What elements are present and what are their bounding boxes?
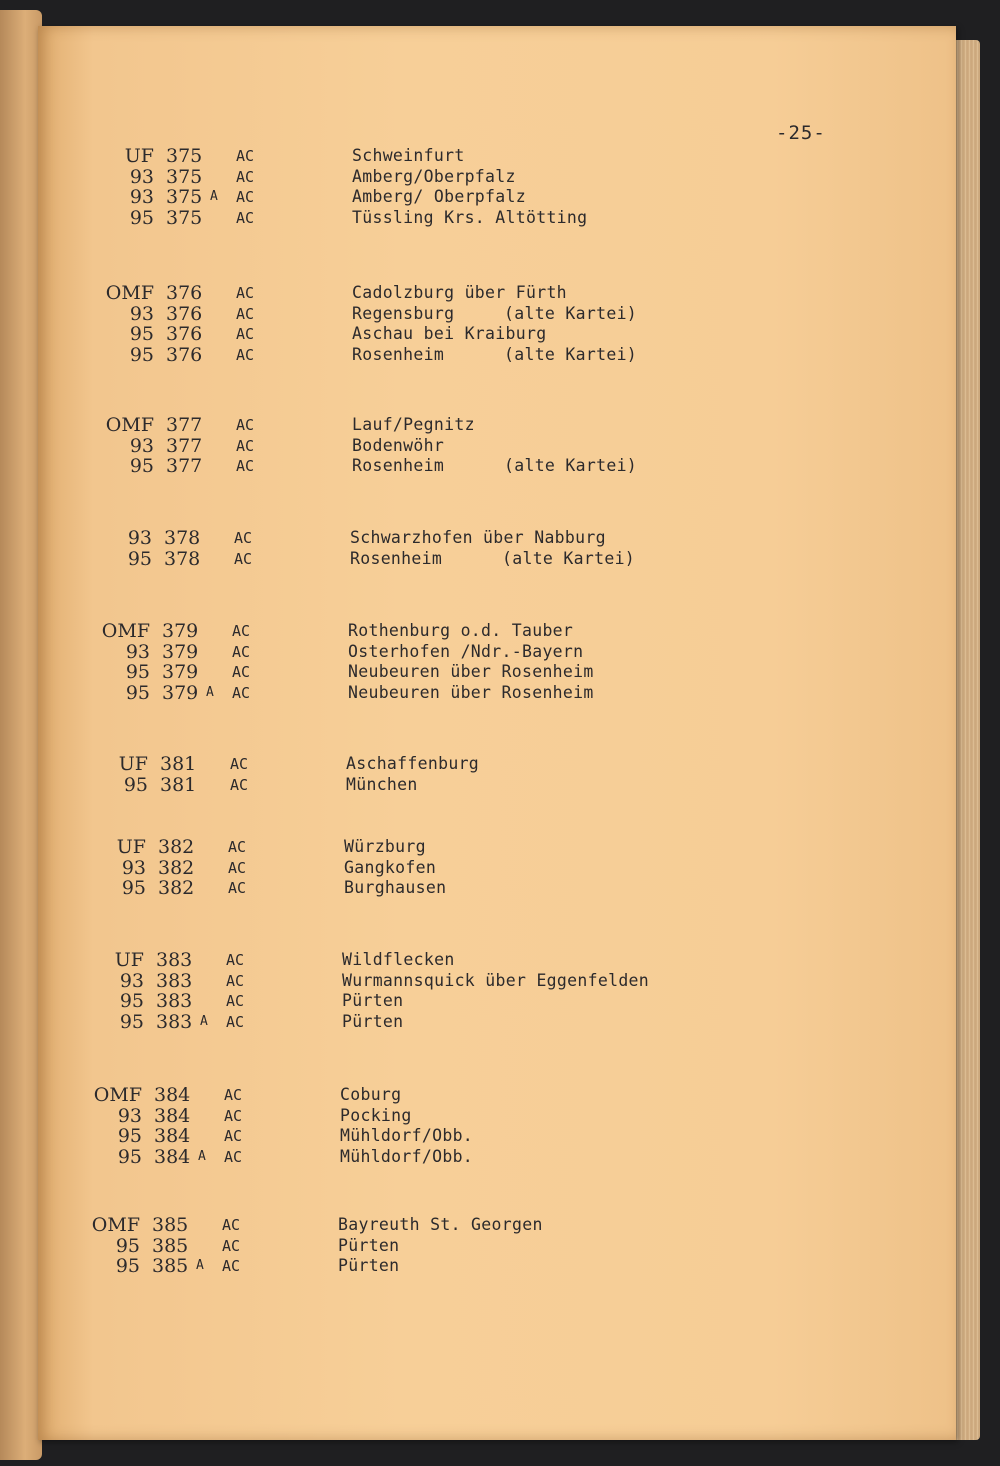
entry-place: Coburg: [340, 1085, 402, 1104]
entry-prefix: 95: [129, 455, 154, 477]
entry-suffix: A: [196, 1258, 204, 1273]
entry-place: Wildflecken: [342, 950, 455, 969]
entry-prefix: 95: [119, 1010, 144, 1033]
entry-number: 381: [160, 753, 197, 775]
entry-prefix: 95: [121, 877, 146, 899]
entry-place: Aschau bei Kraiburg: [352, 324, 547, 343]
entry-number: 378: [164, 547, 201, 570]
entry-code: AC: [236, 188, 255, 206]
entry-place: Neubeuren über Rosenheim: [348, 682, 594, 702]
entry-code: AC: [236, 325, 255, 343]
entry-prefix: 95: [115, 1234, 140, 1257]
entry-code: AC: [230, 755, 249, 773]
entry-number: 378: [164, 527, 201, 549]
entry-place: Neubeuren über Rosenheim: [348, 662, 594, 681]
entry-prefix: 93: [119, 969, 144, 992]
entry-suffix: A: [198, 1148, 206, 1164]
entry-prefix: 93: [129, 434, 154, 457]
entry-prefix: 95: [129, 323, 154, 345]
entry-note: (alte Kartei): [504, 456, 638, 475]
entry-place: Amberg/Oberpfalz: [352, 166, 516, 186]
entry-place: Würzburg: [344, 837, 426, 856]
entry-place: Bayreuth St. Georgen: [338, 1215, 543, 1234]
entry-prefix: 95: [117, 1125, 142, 1147]
entry-place: Schwarzhofen über Nabburg: [350, 528, 606, 547]
entry-prefix: OMF: [93, 1084, 142, 1106]
entry-place: Cadolzburg über Fürth: [352, 283, 567, 302]
entry-code: AC: [232, 642, 251, 661]
entry-code: AC: [234, 529, 253, 547]
entry-prefix: OMF: [105, 414, 154, 436]
entry-number: 382: [158, 836, 195, 858]
entry-prefix: UF: [114, 949, 144, 971]
entry-prefix: 95: [119, 990, 144, 1012]
entry-code: AC: [236, 457, 255, 475]
entry-prefix: UF: [124, 145, 154, 167]
entry-number: 377: [166, 434, 203, 457]
entry-prefix: 95: [117, 1145, 142, 1168]
entry-number: 382: [158, 856, 195, 879]
entry-code: AC: [228, 838, 247, 856]
entry-number: 377: [166, 455, 203, 477]
document-page: [38, 26, 956, 1440]
entry-note: (alte Kartei): [504, 303, 638, 323]
entry-place: Pürten: [338, 1256, 400, 1275]
entry-suffix: A: [210, 189, 218, 204]
entry-place: Osterhofen /Ndr.-Bayern: [348, 641, 584, 661]
entry-number: 384: [154, 1104, 191, 1127]
entry-prefix: 93: [121, 856, 146, 879]
entry-number: 375: [166, 165, 203, 188]
entry-code: AC: [222, 1236, 241, 1255]
entry-place: Amberg/ Oberpfalz: [352, 187, 526, 206]
entry-code: AC: [222, 1216, 241, 1234]
entry-prefix: 93: [129, 302, 154, 325]
entry-code: AC: [236, 147, 255, 165]
entry-number: 384: [154, 1125, 191, 1147]
entry-code: AC: [224, 1147, 243, 1166]
entry-code: AC: [222, 1257, 241, 1275]
entry-note: (alte Kartei): [502, 548, 636, 568]
entry-number: 383: [156, 969, 193, 992]
entry-number: 384: [154, 1145, 191, 1168]
entry-place: Pürten: [342, 1011, 404, 1031]
entry-code: AC: [226, 1012, 245, 1031]
entry-code: AC: [226, 992, 245, 1010]
entry-code: AC: [226, 971, 245, 990]
entry-place: Pocking: [340, 1105, 412, 1125]
entry-place: Regensburg: [352, 303, 455, 323]
entry-number: 377: [166, 414, 203, 436]
entry-prefix: UF: [118, 753, 148, 775]
entry-prefix: 95: [129, 343, 154, 366]
entry-number: 385: [152, 1255, 189, 1277]
entry-code: AC: [228, 858, 247, 877]
entry-prefix: 95: [115, 1255, 140, 1277]
entry-number: 379: [162, 661, 199, 683]
entry-number: 376: [166, 343, 203, 366]
entry-code: AC: [236, 284, 255, 302]
entry-prefix: 95: [123, 773, 148, 796]
entry-prefix: 95: [127, 547, 152, 570]
entry-number: 379: [162, 640, 199, 663]
entry-prefix: OMF: [101, 620, 150, 642]
entry-number: 376: [166, 302, 203, 325]
entry-code: AC: [236, 345, 255, 364]
entry-suffix: A: [206, 684, 214, 700]
entry-place: Schweinfurt: [352, 146, 465, 165]
entry-number: 383: [156, 949, 193, 971]
entry-prefix: 93: [125, 640, 150, 663]
entry-code: AC: [226, 951, 245, 969]
entry-code: AC: [228, 879, 247, 897]
entry-place: Pürten: [342, 991, 404, 1010]
entry-number: 381: [160, 773, 197, 796]
entry-prefix: UF: [116, 836, 146, 858]
entry-code: AC: [234, 549, 253, 568]
entry-place: Mühldorf/Obb.: [340, 1146, 474, 1166]
entry-code: AC: [236, 416, 255, 434]
entry-suffix: A: [200, 1013, 208, 1029]
entry-number: 375: [166, 186, 203, 208]
entry-code: AC: [230, 775, 249, 794]
entry-place: Pürten: [338, 1235, 400, 1255]
entry-prefix: 95: [125, 661, 150, 683]
entry-number: 383: [156, 1010, 193, 1033]
page-number: -25-: [776, 122, 826, 144]
entry-place: Tüssling Krs. Altötting: [352, 207, 588, 227]
entry-number: 376: [166, 282, 203, 304]
entry-number: 375: [166, 206, 203, 229]
entry-prefix: OMF: [91, 1214, 140, 1236]
entry-place: Burghausen: [344, 878, 447, 897]
entry-prefix: 93: [127, 527, 152, 549]
entry-place: Rosenheim: [350, 548, 443, 568]
entry-number: 385: [152, 1214, 189, 1236]
entry-place: Rosenheim: [352, 456, 445, 475]
entry-code: AC: [236, 208, 255, 227]
entry-place: München: [346, 774, 418, 794]
entry-number: 379: [162, 620, 199, 642]
entry-number: 385: [152, 1234, 189, 1257]
entry-code: AC: [232, 622, 251, 640]
entry-place: Rosenheim: [352, 344, 445, 364]
entry-place: Wurmannsquick über Eggenfelden: [342, 970, 650, 990]
entry-prefix: OMF: [105, 282, 154, 304]
entry-prefix: 93: [129, 165, 154, 188]
entry-code: AC: [236, 436, 255, 455]
entry-code: AC: [232, 683, 251, 702]
entry-code: AC: [236, 167, 255, 186]
entry-number: 376: [166, 323, 203, 345]
entry-place: Aschaffenburg: [346, 754, 480, 773]
entry-place: Rothenburg o.d. Tauber: [348, 621, 574, 640]
entry-place: Bodenwöhr: [352, 435, 445, 455]
entry-prefix: 93: [117, 1104, 142, 1127]
entry-note: (alte Kartei): [504, 344, 638, 364]
entry-number: 382: [158, 877, 195, 899]
entry-number: 379: [162, 681, 199, 704]
adjacent-page-edge: [0, 10, 42, 1460]
entry-code: AC: [224, 1086, 243, 1104]
entry-place: Gangkofen: [344, 857, 437, 877]
entry-code: AC: [224, 1127, 243, 1145]
entry-number: 383: [156, 990, 193, 1012]
entry-place: Lauf/Pegnitz: [352, 415, 475, 434]
entry-prefix: 95: [129, 206, 154, 229]
entry-prefix: 93: [129, 186, 154, 208]
entry-place: Mühldorf/Obb.: [340, 1126, 474, 1145]
entry-code: AC: [232, 663, 251, 681]
entry-code: AC: [224, 1106, 243, 1125]
entry-code: AC: [236, 304, 255, 323]
entry-number: 375: [166, 145, 203, 167]
entry-prefix: 95: [125, 681, 150, 704]
entry-number: 384: [154, 1084, 191, 1106]
